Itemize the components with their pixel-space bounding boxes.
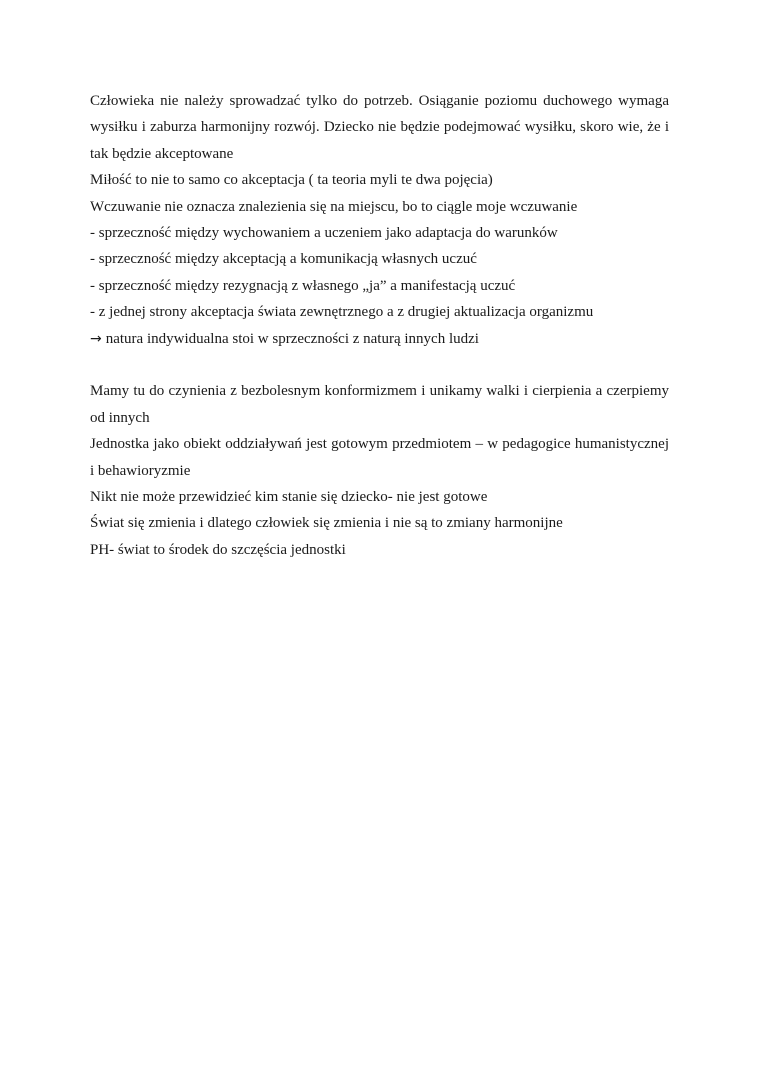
paragraph-love-acceptance: Miłość to nie to samo co akceptacja ( ta teoria myli te dwa pojęcia) (90, 172, 493, 189)
paragraph-ph: PH- świat to środek do szczęścia jednostki (90, 541, 346, 558)
paragraph-individual: Jednostka jako obiekt oddziaływań jest gotowym przedmiotem – w pedagogice humanistycznej i behawioryzmie (90, 436, 669, 479)
paragraph-empathy: Wczuwanie nie oznacza znalezienia się na miejscu, bo to ciągle moje wczuwanie (90, 198, 578, 215)
arrow-conclusion-text: natura indywidualna stoi w sprzeczności z naturą innych ludzi (105, 330, 479, 347)
list-item-contradiction-4: - z jednej strony akceptacja świata zewnętrznego a z drugiej aktualizacja organizmu (90, 304, 594, 321)
list-item-contradiction-3: - sprzeczność między rezygnacją z własnego „ja” a manifestacją uczuć (90, 277, 516, 294)
paragraph-conformism: Mamy tu do czynienia z bezbolesnym konformizmem i unikamy walki i cierpienia a czerpiemy od innych (90, 383, 669, 426)
paragraph-spacer (90, 352, 669, 378)
paragraph-world-changes: Świat się zmienia i dlatego człowiek się zmienia i nie są to zmiany harmonijne (90, 515, 563, 532)
list-item-contradiction-1: - sprzeczność między wychowaniem a uczeniem jako adaptacja do warunków (90, 225, 558, 242)
paragraph-intro: Człowieka nie należy sprowadzać tylko do potrzeb. Osiąganie poziomu duchowego wymaga wysiłku i zaburza harmonijny rozwój. Dziecko nie będzie podejmować wysiłku, skoro wie, że i tak będzie akceptowane (90, 93, 669, 162)
arrow-right-icon: → (90, 330, 102, 347)
arrow-conclusion (90, 326, 669, 352)
paragraph-child-future: Nikt nie może przewidzieć kim stanie się dziecko- nie jest gotowe (90, 489, 488, 506)
document-body (90, 88, 669, 563)
list-item-contradiction-2: - sprzeczność między akceptacją a komunikacją własnych uczuć (90, 251, 477, 268)
